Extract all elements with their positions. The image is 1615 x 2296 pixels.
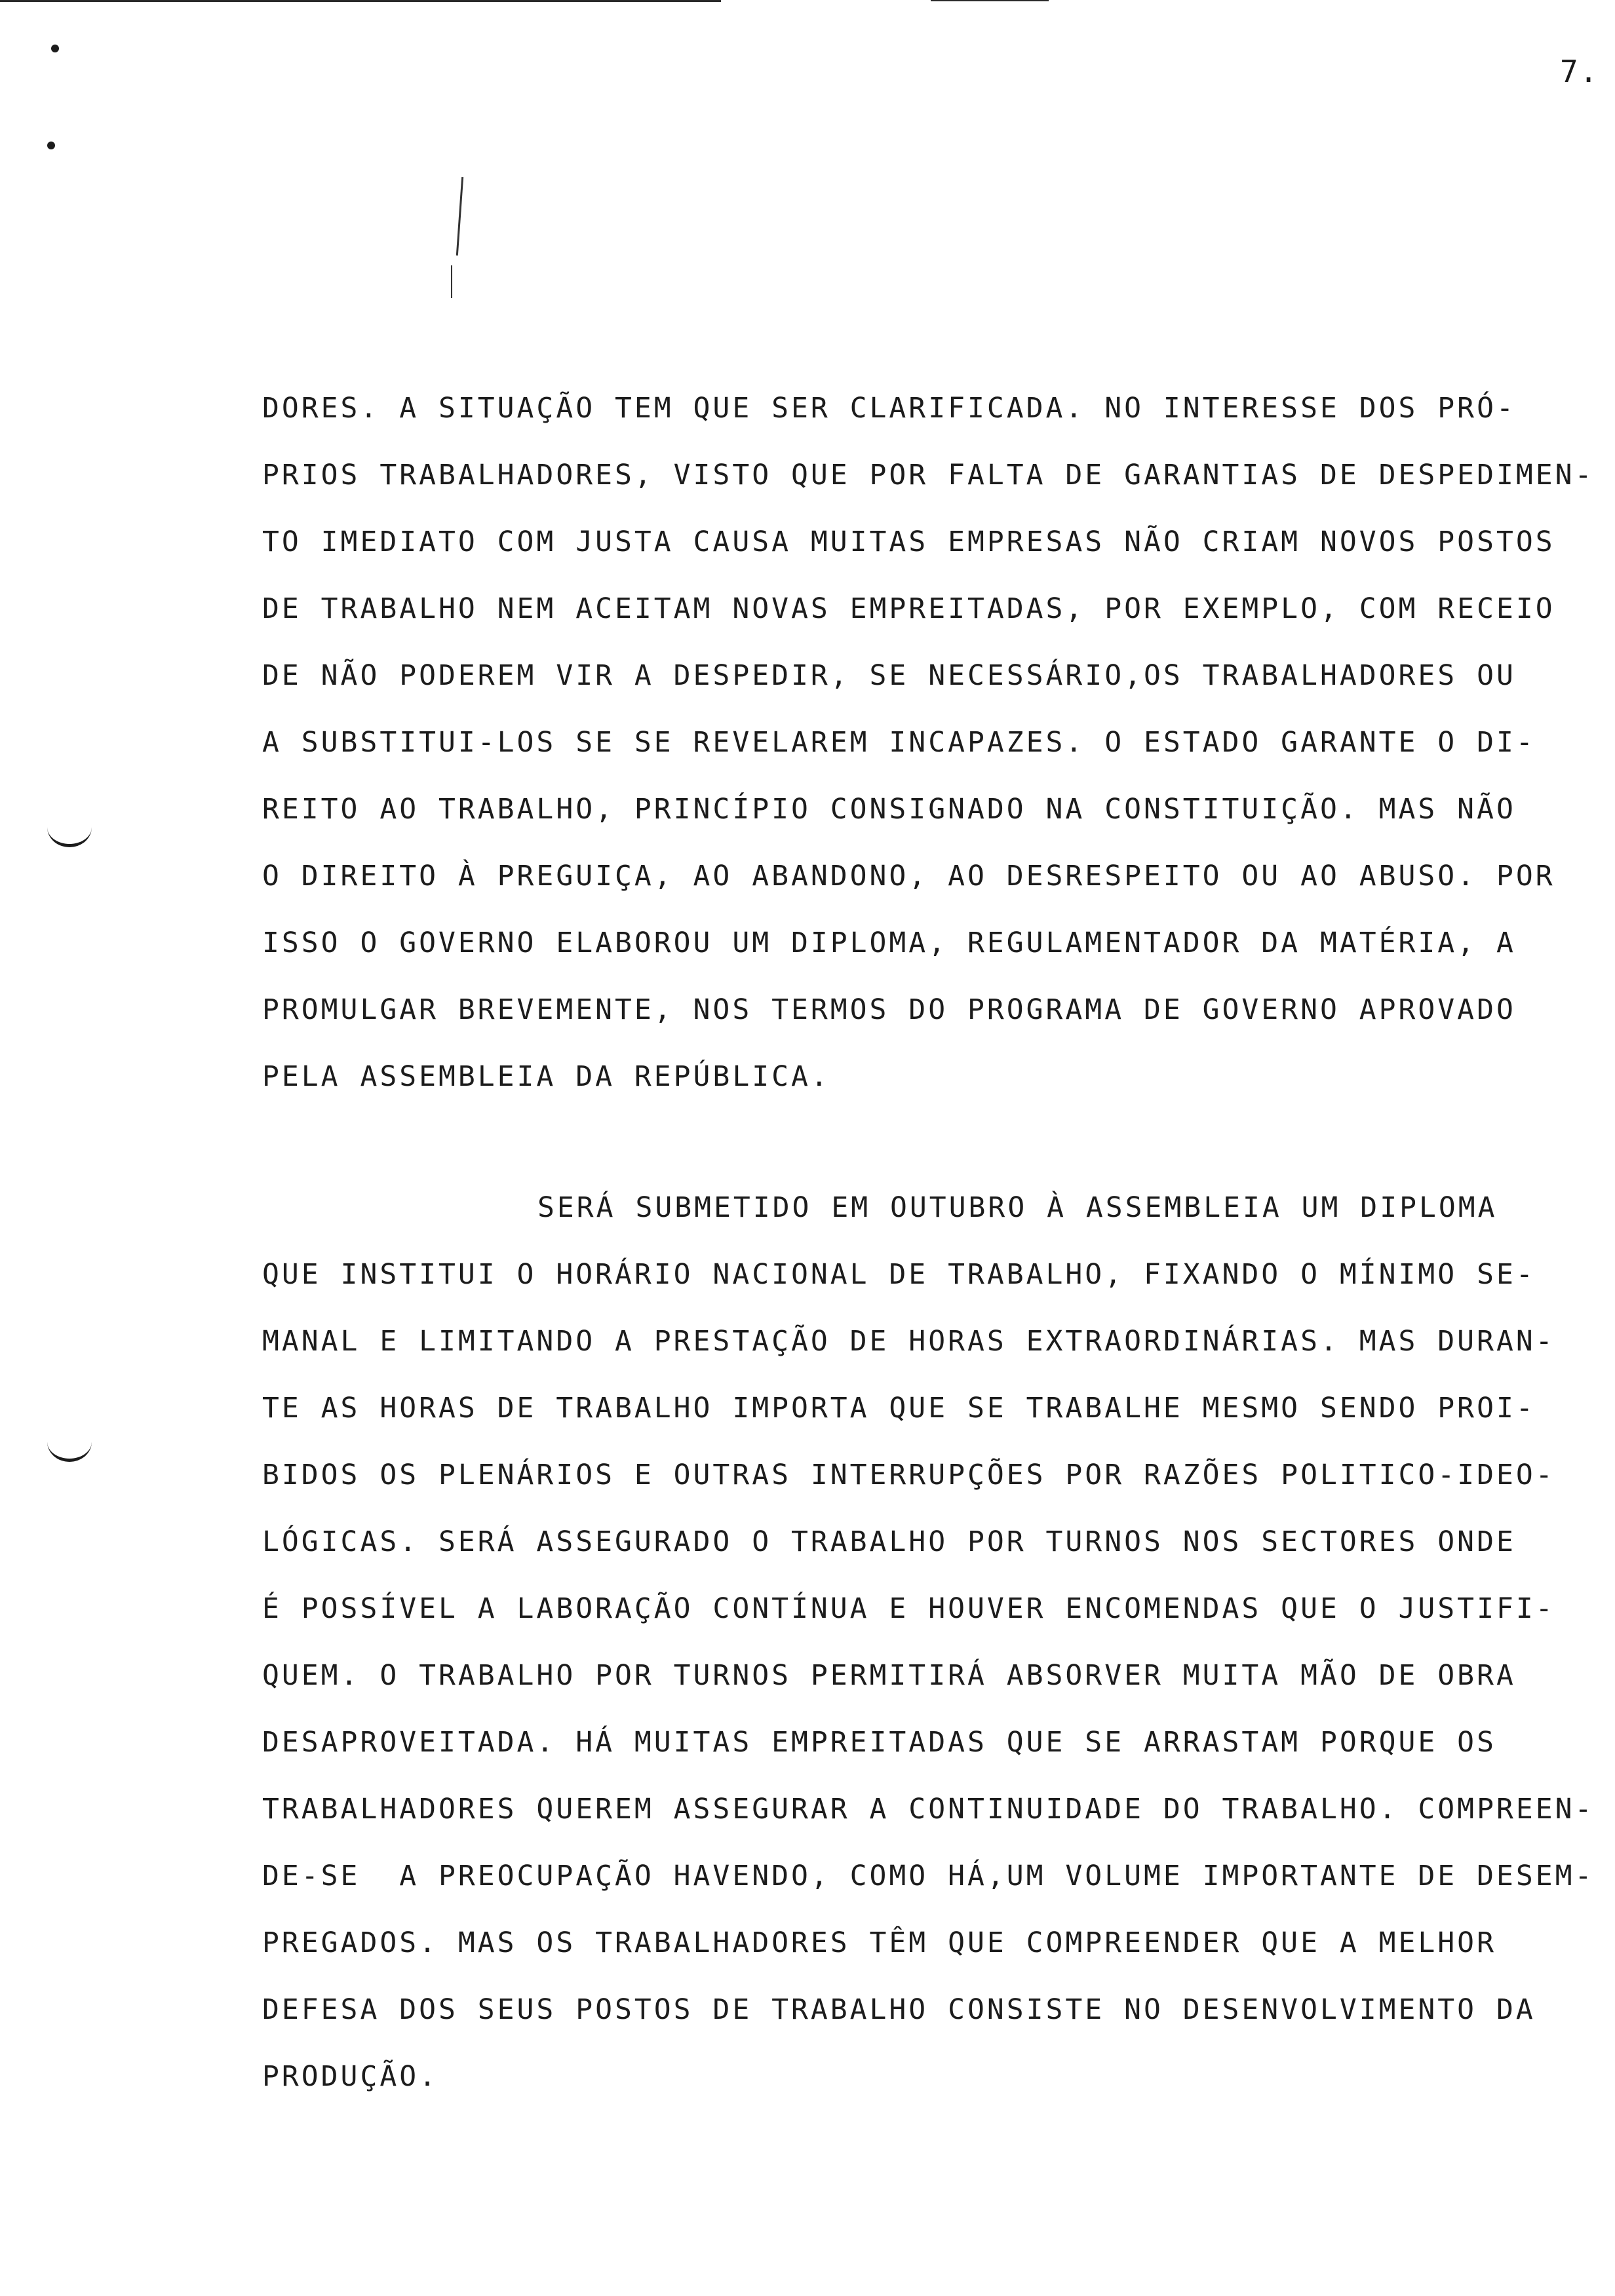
text-line: PREGADOS. MAS OS TRABALHADORES TÊM QUE COMPREENDER QUE A MELHOR (262, 1926, 1496, 1959)
text-line: QUE INSTITUI O HORÁRIO NACIONAL DE TRABALHO, FIXANDO O MÍNIMO SE- (262, 1258, 1536, 1291)
text-line: PRODUÇÃO. (262, 2060, 438, 2093)
text-line: ISSO O GOVERNO ELABOROU UM DIPLOMA, REGULAMENTADOR DA MATÉRIA, A (262, 927, 1516, 959)
text-line: TE AS HORAS DE TRABALHO IMPORTA QUE SE TRABALHE MESMO SENDO PROI- (262, 1392, 1536, 1425)
text-line: MANAL E LIMITANDO A PRESTAÇÃO DE HORAS EXTRAORDINÁRIAS. MAS DURAN- (262, 1325, 1555, 1358)
text-line: DORES. A SITUAÇÃO TEM QUE SER CLARIFICADA. NO INTERESSE DOS PRÓ- (262, 392, 1516, 425)
text-line: DEFESA DOS SEUS POSTOS DE TRABALHO CONSISTE NO DESENVOLVIMENTO DA (262, 1993, 1536, 2026)
text-line: TRABALHADORES QUEREM ASSEGURAR A CONTINUIDADE DO TRABALHO. COMPREEN- (262, 1793, 1595, 1826)
margin-dot (51, 45, 59, 52)
top-rule-right (931, 0, 1049, 1)
text-line: DESAPROVEITADA. HÁ MUITAS EMPREITADAS QUE SE ARRASTAM PORQUE OS (262, 1726, 1496, 1759)
text-line: A SUBSTITUI-LOS SE SE REVELAREM INCAPAZES. O ESTADO GARANTE O DI- (262, 726, 1536, 759)
text-line: SERÁ SUBMETIDO EM OUTUBRO À ASSEMBLEIA UM DIPLOMA (537, 1191, 1498, 1224)
margin-stroke (456, 177, 463, 256)
text-line: QUEM. O TRABALHO POR TURNOS PERMITIRÁ ABSORVER MUITA MÃO DE OBRA (262, 1659, 1516, 1692)
page-number: 7. (1560, 54, 1599, 89)
text-line: BIDOS OS PLENÁRIOS E OUTRAS INTERRUPÇÕES POR RAZÕES POLITICO-IDEO- (262, 1459, 1555, 1491)
text-line: TO IMEDIATO COM JUSTA CAUSA MUITAS EMPRESAS NÃO CRIAM NOVOS POSTOS (262, 526, 1555, 558)
margin-stroke (451, 265, 452, 298)
punch-mark (47, 1422, 92, 1462)
punch-mark (47, 807, 92, 847)
text-line: DE-SE A PREOCUPAÇÃO HAVENDO, COMO HÁ,UM VOLUME IMPORTANTE DE DESEM- (262, 1860, 1595, 1892)
text-line: DE TRABALHO NEM ACEITAM NOVAS EMPREITADAS, POR EXEMPLO, COM RECEIO (262, 592, 1555, 625)
text-line: PROMULGAR BREVEMENTE, NOS TERMOS DO PROGRAMA DE GOVERNO APROVADO (262, 993, 1516, 1026)
text-line: REITO AO TRABALHO, PRINCÍPIO CONSIGNADO NA CONSTITUIÇÃO. MAS NÃO (262, 793, 1516, 826)
text-line: DE NÃO PODEREM VIR A DESPEDIR, SE NECESSÁRIO,OS TRABALHADORES OU (262, 659, 1516, 692)
top-rule-left (0, 0, 721, 2)
text-line: É POSSÍVEL A LABORAÇÃO CONTÍNUA E HOUVER ENCOMENDAS QUE O JUSTIFI- (262, 1592, 1555, 1625)
margin-dot (47, 142, 55, 149)
text-line: LÓGICAS. SERÁ ASSEGURADO O TRABALHO POR TURNOS NOS SECTORES ONDE (262, 1525, 1516, 1558)
text-line: PRIOS TRABALHADORES, VISTO QUE POR FALTA DE GARANTIAS DE DESPEDIMEN- (262, 459, 1595, 491)
text-line: O DIREITO À PREGUIÇA, AO ABANDONO, AO DESRESPEITO OU AO ABUSO. POR (262, 860, 1555, 892)
text-line: PELA ASSEMBLEIA DA REPÚBLICA. (262, 1060, 830, 1093)
